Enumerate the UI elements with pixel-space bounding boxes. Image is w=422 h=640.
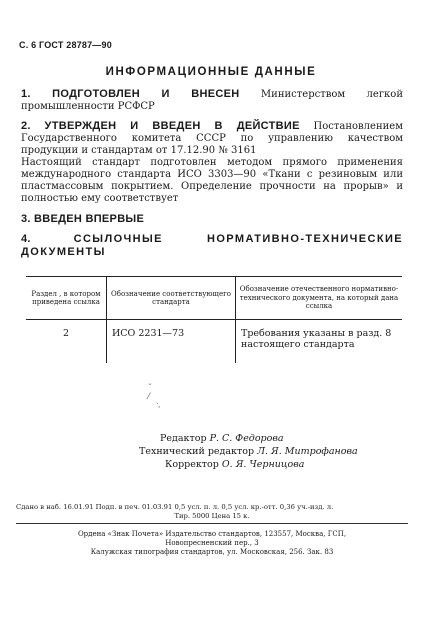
item-number: 3.	[21, 213, 31, 225]
stray-mark: ·	[158, 403, 161, 412]
section-title: ИНФОРМАЦИОННЫЕ ДАННЫЕ	[105, 66, 317, 78]
info-item-1	[21, 88, 403, 113]
publisher-line: Ордена «Знак Почета» Издательство стандартов, 123557, Москва, ГСП,	[77, 530, 347, 538]
info-item-2	[21, 120, 403, 205]
credit-tech-editor	[139, 445, 358, 458]
credit-role: Редактор	[160, 433, 207, 444]
item-heading: ПОДГОТОВЛЕН И ВНЕСЕН	[52, 88, 240, 100]
page-header: С. 6 ГОСТ 28787—90	[19, 40, 112, 50]
column-header: Обозначение соответствующего стандарта	[107, 277, 236, 320]
item-number: 1.	[21, 88, 31, 100]
credits-block	[139, 432, 358, 471]
stray-mark: ˏ	[156, 395, 159, 404]
item-text: Постановлением Государственного комитета СССР по управлению качеством продукции и стандартам от 17.12.90 № 3161	[21, 121, 403, 156]
publisher-line: Новопресненский пер., 3	[165, 539, 259, 547]
credit-name: О. Я. Черницова	[221, 459, 305, 470]
print-info-line: Тир. 5000 Цена 15 к.	[174, 511, 250, 520]
table-cell: ИСО 2231—73	[107, 320, 236, 364]
reference-table	[26, 276, 402, 363]
table-header-row	[26, 277, 402, 320]
item-heading: УТВЕРЖДЕН И ВВЕДЕН В ДЕЙСТВИЕ	[44, 120, 300, 132]
info-item-3	[21, 213, 403, 226]
info-item-4	[21, 233, 403, 259]
credit-editor	[156, 432, 358, 445]
publisher-info	[16, 530, 408, 557]
item-number: 4.	[21, 233, 31, 245]
item-number: 2.	[21, 120, 31, 132]
credit-name: Р. С. Федорова	[209, 433, 284, 444]
table-cell: 2	[62, 328, 70, 339]
credit-name: Л. Я. Митрофанова	[257, 446, 358, 457]
credit-role: Технический редактор	[139, 446, 255, 457]
item-heading: ВВЕДЕН ВПЕРВЫЕ	[33, 213, 145, 225]
column-header: Обозначение отечественного нормативно-технического документа, на который дана ссылка	[236, 277, 403, 320]
print-info-line: Сдано в наб. 16.01.91 Подп. в печ. 01.03.91 0,5 усл. п. л. 0,5 усл. кр.-отт. 0,36 уч.-изд. л.	[16, 503, 334, 511]
stray-mark: ˘ ⁄	[148, 383, 152, 401]
divider	[16, 523, 408, 524]
credit-role: Корректор	[165, 459, 219, 470]
item-text: Министерством легкой промышленности РСФСР	[21, 89, 403, 112]
column-header: Раздел , в котором приведена ссылка	[26, 277, 107, 320]
table-row	[26, 320, 402, 364]
publisher-line: Калужская типография стандартов, ул. Московская, 256. Зак. 83	[90, 548, 334, 556]
print-info	[16, 503, 408, 520]
item-heading: ССЫЛОЧНЫЕ НОРМАТИВНО-ТЕХНИЧЕСКИЕ ДОКУМЕНТЫ	[21, 233, 403, 258]
table-cell: Требования указаны в разд. 8 настоящего стандарта	[236, 320, 403, 364]
credit-proofreader	[165, 458, 358, 471]
item-extra-text: Настоящий стандарт подготовлен методом прямого применения международного стандарта ИСО 3303—90 «Ткани с резиновым или пластмассовым покрытием. Определение прочности на прорыв» и полностью ему соответствует	[21, 157, 403, 204]
